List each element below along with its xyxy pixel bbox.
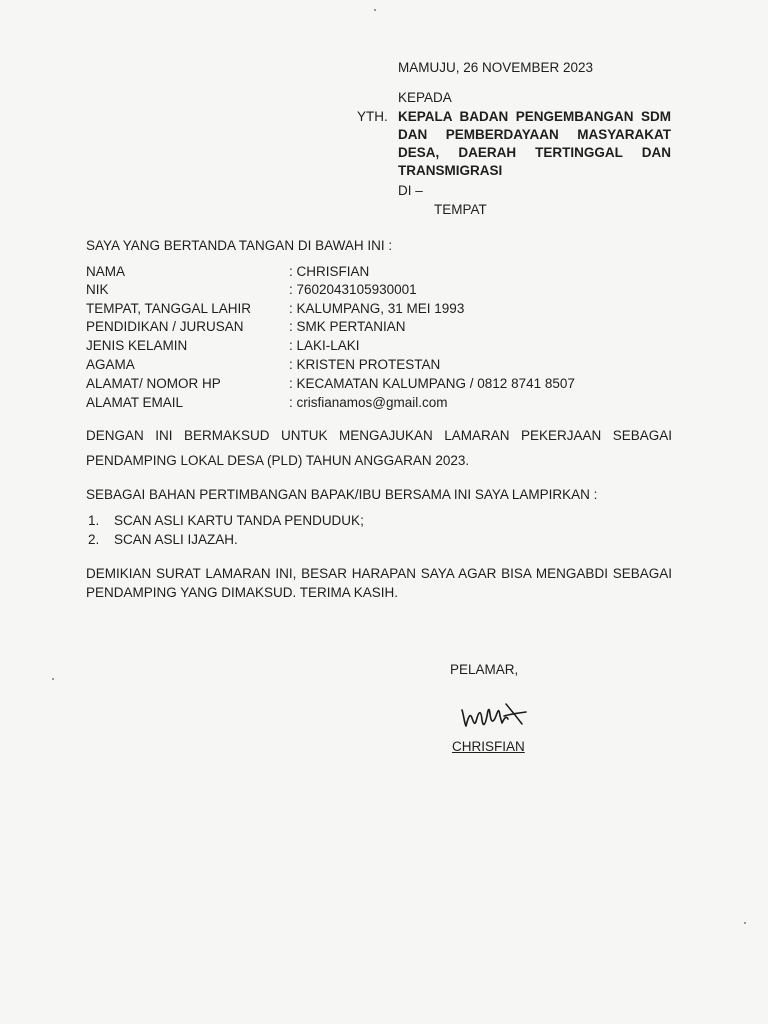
signatory-name: CHRISFIAN bbox=[452, 739, 525, 754]
intro-statement: SAYA YANG BERTANDA TANGAN DI BAWAH INI : bbox=[86, 238, 393, 253]
recipient-kepada: KEPADA bbox=[398, 90, 452, 105]
recipient-name-line: KEPALA BADAN PENGEMBANGAN SDM bbox=[398, 109, 671, 124]
letter-date: MAMUJU, 26 NOVEMBER 2023 bbox=[398, 60, 594, 75]
recipient-tempat: TEMPAT bbox=[434, 202, 487, 217]
scan-speck bbox=[744, 922, 746, 924]
attachment-item: SCAN ASLI KARTU TANDA PENDUDUK; bbox=[114, 513, 364, 528]
recipient-name-line: TRANSMIGRASI bbox=[398, 163, 503, 178]
attachment-number: 1. bbox=[88, 513, 100, 528]
identity-value: : 7602043105930001 bbox=[289, 282, 417, 297]
identity-value: : CHRISFIAN bbox=[289, 264, 370, 279]
identity-label: TEMPAT, TANGGAL LAHIR bbox=[86, 301, 252, 316]
identity-label: NIK bbox=[86, 282, 109, 297]
identity-value: : KRISTEN PROTESTAN bbox=[289, 357, 441, 372]
recipient-yth: YTH. bbox=[357, 109, 388, 124]
attachment-number: 2. bbox=[88, 532, 100, 547]
recipient-di: DI – bbox=[398, 183, 423, 198]
closing-line: DEMIKIAN SURAT LAMARAN INI, BESAR HARAPAN SAYA AGAR BISA MENGABDI SEBAGAI bbox=[86, 566, 672, 581]
identity-label: AGAMA bbox=[86, 357, 135, 372]
recipient-name-line: DESA, DAERAH TERTINGGAL DAN bbox=[398, 145, 671, 160]
closing-line: PENDAMPING YANG DIMAKSUD. TERIMA KASIH. bbox=[86, 585, 399, 600]
identity-label: JENIS KELAMIN bbox=[86, 338, 188, 353]
scan-speck bbox=[374, 9, 376, 11]
signature-role: PELAMAR, bbox=[450, 662, 519, 677]
identity-label: PENDIDIKAN / JURUSAN bbox=[86, 319, 244, 334]
identity-value: : KECAMATAN KALUMPANG / 0812 8741 8507 bbox=[289, 376, 575, 391]
scan-speck bbox=[52, 678, 54, 680]
recipient-name-line: DAN PEMBERDAYAAN MASYARAKAT bbox=[398, 127, 671, 142]
identity-label: ALAMAT/ NOMOR HP bbox=[86, 376, 221, 391]
purpose-line: PENDAMPING LOKAL DESA (PLD) TAHUN ANGGARAN 2023. bbox=[86, 453, 470, 468]
identity-value: : SMK PERTANIAN bbox=[289, 319, 406, 334]
attachments-intro: SEBAGAI BAHAN PERTIMBANGAN BAPAK/IBU BERSAMA INI SAYA LAMPIRKAN : bbox=[86, 487, 598, 502]
identity-value: : LAKI-LAKI bbox=[289, 338, 360, 353]
handwritten-signature bbox=[456, 696, 536, 736]
attachment-item: SCAN ASLI IJAZAH. bbox=[114, 532, 238, 547]
purpose-line: DENGAN INI BERMAKSUD UNTUK MENGAJUKAN LAMARAN PEKERJAAN SEBAGAI bbox=[86, 428, 672, 443]
identity-value: : KALUMPANG, 31 MEI 1993 bbox=[289, 301, 465, 316]
identity-value: : crisfianamos@gmail.com bbox=[289, 395, 448, 410]
identity-label: NAMA bbox=[86, 264, 126, 279]
identity-label: ALAMAT EMAIL bbox=[86, 395, 184, 410]
